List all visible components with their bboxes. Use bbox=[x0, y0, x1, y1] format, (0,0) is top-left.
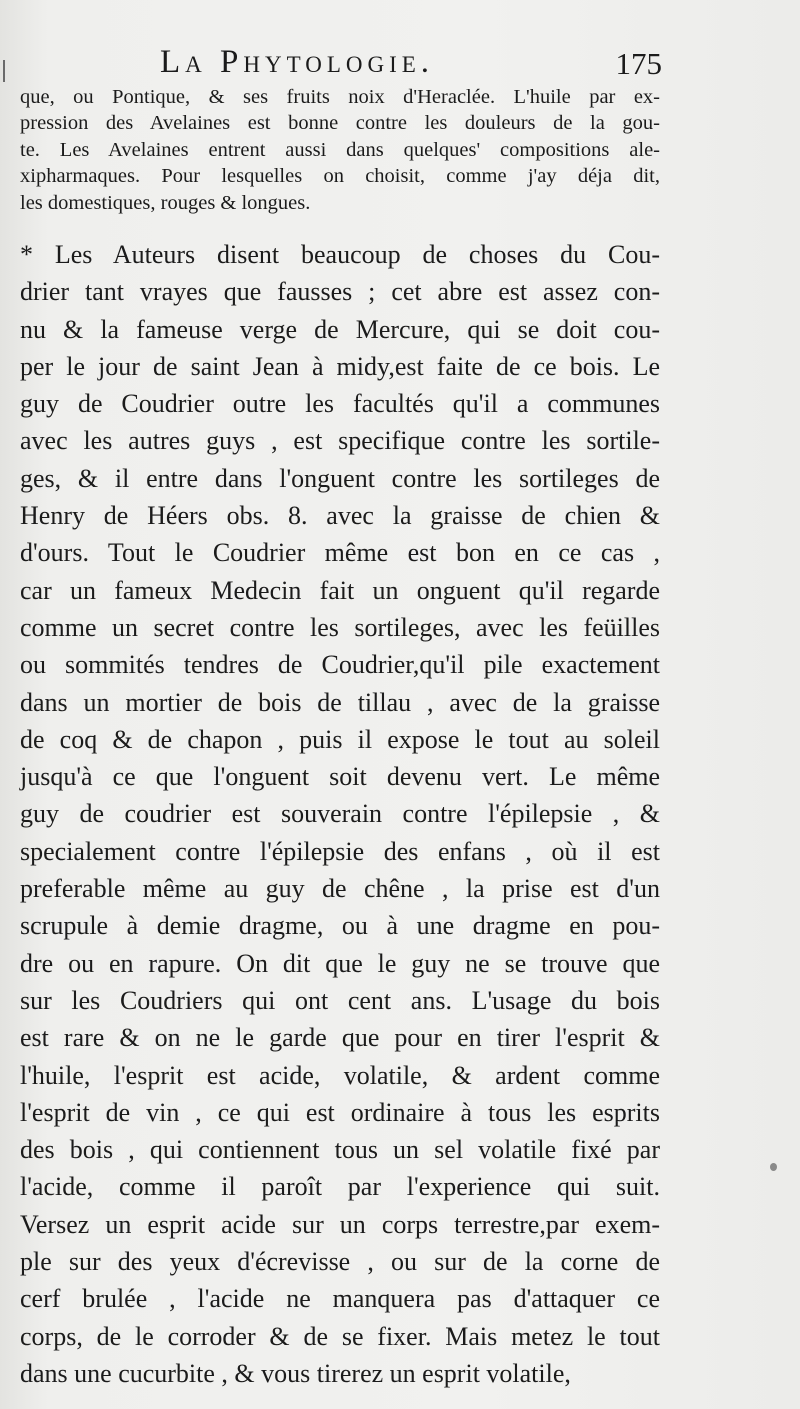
text-line: car un fameux Medecin fait un onguent qu'il regarde bbox=[20, 575, 660, 605]
text-line: guy de Coudrier outre les facultés qu'il a communes bbox=[20, 389, 660, 419]
text-line: dans un mortier de bois de tillau , avec de la graisse bbox=[20, 687, 660, 717]
text-line: des bois , qui contiennent tous un sel volatile fixé par bbox=[20, 1135, 660, 1165]
running-head bbox=[152, 44, 662, 84]
text-line: scrupule à demie dragme, ou à une dragme en pou- bbox=[20, 911, 660, 941]
text-line: l'huile, l'esprit est acide, volatile, & ardent comme bbox=[20, 1060, 660, 1090]
text-line: ges, & il entre dans l'onguent contre les sortileges de bbox=[20, 463, 660, 493]
text-line: avec les autres guys , est specifique contre les sortile- bbox=[20, 426, 660, 456]
text-line: Versez un esprit acide sur un corps terrestre,par exem- bbox=[20, 1209, 660, 1239]
text-line: pression des Avelaines est bonne contre les douleurs de la gou- bbox=[20, 112, 660, 135]
text-line: ple sur des yeux d'écrevisse , ou sur de la corne de bbox=[20, 1247, 660, 1277]
page-edge-mark bbox=[3, 60, 5, 82]
text-line: Henry de Héers obs. 8. avec la graisse de chien & bbox=[20, 501, 660, 531]
text-line: que, ou Pontique, & ses fruits noix d'Heraclée. L'huile par ex- bbox=[20, 86, 660, 108]
text-line: xipharmaques. Pour lesquelles on choisit, comme j'ay déja dit, bbox=[20, 165, 660, 188]
text-line: jusqu'à ce que l'onguent soit devenu vert. Le même bbox=[20, 762, 660, 792]
text-line: est rare & on ne le garde que pour en tirer l'esprit & bbox=[20, 1023, 660, 1053]
text-line: dre ou en rapure. On dit que le guy ne se trouve que bbox=[20, 948, 660, 978]
text-line: de coq & de chapon , puis il expose le tout au soleil bbox=[20, 724, 660, 754]
text-line: per le jour de saint Jean à midy,est faite de ce bois. Le bbox=[20, 351, 660, 381]
text-line: * Les Auteurs disent beaucoup de choses du Cou- bbox=[20, 240, 660, 269]
text-line: d'ours. Tout le Coudrier même est bon en ce cas , bbox=[20, 538, 660, 568]
text-line: sur les Coudriers qui ont cent ans. L'usage du bois bbox=[20, 985, 660, 1015]
text-line: ou sommités tendres de Coudrier,qu'il pile exactement bbox=[20, 650, 660, 680]
continued-paragraph bbox=[20, 84, 660, 216]
starred-paragraph bbox=[20, 236, 660, 1392]
page-number: 175 bbox=[615, 46, 662, 81]
running-title: La Phytologie. bbox=[160, 44, 435, 80]
text-line: comme un secret contre les sortileges, avec les feüilles bbox=[20, 612, 660, 642]
text-line: dans une cucurbite , & vous tirerez un esprit volatile, bbox=[20, 1358, 571, 1388]
text-line: cerf brulée , l'acide ne manquera pas d'attaquer ce bbox=[20, 1284, 660, 1314]
text-line: te. Les Avelaines entrent aussi dans quelques' compositions ale- bbox=[20, 138, 660, 161]
text-line: nu & la fameuse verge de Mercure, qui se doit cou- bbox=[20, 314, 660, 344]
text-line: drier tant vrayes que fausses ; cet abre est assez con- bbox=[20, 277, 660, 307]
text-line: specialement contre l'épilepsie des enfans , où il est bbox=[20, 836, 660, 866]
ink-speck bbox=[770, 1163, 777, 1171]
text-line: les domestiques, rouges & longues. bbox=[20, 191, 311, 214]
text-line: l'esprit de vin , ce qui est ordinaire à tous les esprits bbox=[20, 1097, 660, 1127]
text-line: l'acide, comme il paroît par l'experience qui suit. bbox=[20, 1172, 660, 1202]
text-line: guy de coudrier est souverain contre l'épilepsie , & bbox=[20, 799, 660, 829]
text-line: corps, de le corroder & de se fixer. Mais metez le tout bbox=[20, 1321, 660, 1351]
text-line: preferable même au guy de chêne , la prise est d'un bbox=[20, 874, 660, 904]
